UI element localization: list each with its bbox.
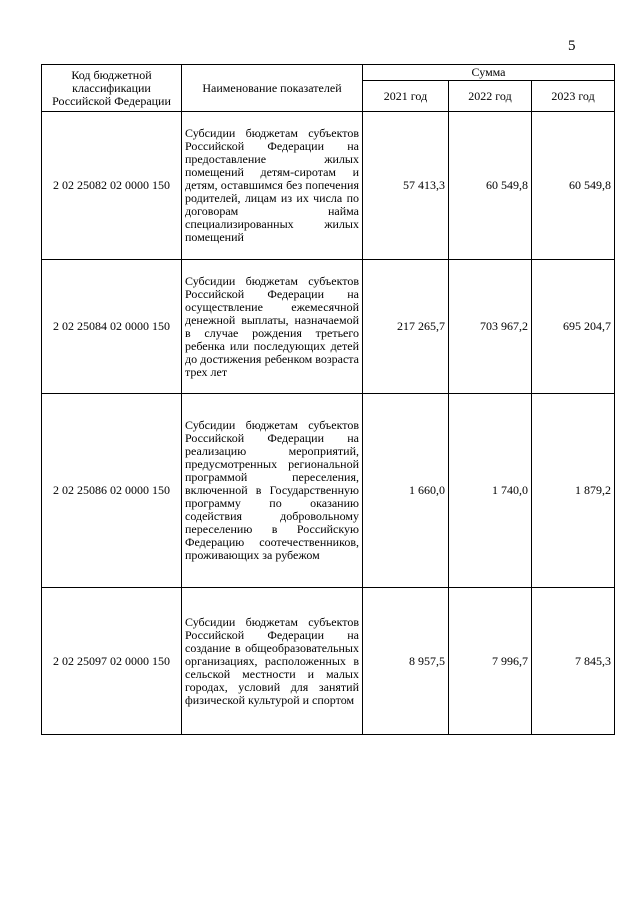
header-sum: Сумма [363,65,615,81]
header-year-2022: 2022 год [449,81,532,112]
table-row [42,588,615,735]
budget-table [41,64,615,735]
row-value-2022: 60 549,8 [449,112,532,260]
row-value-2023: 7 845,3 [532,588,615,735]
header-code: Код бюджетной классификации Российской Федерации [42,65,182,112]
row-value-2023: 60 549,8 [532,112,615,260]
row-code: 2 02 25084 02 0000 150 [42,260,182,394]
row-value-2021: 217 265,7 [363,260,449,394]
row-value-2022: 7 996,7 [449,588,532,735]
row-name: Субсидии бюджетам субъектов Российской Федерации на предоставление жилых помещений детям-сиротам и детям, оставшимся без попечения родителей, лицам из их числа по договорам найма специализированных жилых помещений [182,112,363,260]
row-name: Субсидии бюджетам субъектов Российской Федерации на создание в общеобразовательных организациях, расположенных в сельской местности и малых городах, условий для занятий физической культурой и спортом [182,588,363,735]
row-name: Субсидии бюджетам субъектов Российской Федерации на осуществление ежемесячной денежной выплаты, назначаемой в случае рождения третьего ребенка или последующих детей до достижения ребенком возраста трех лет [182,260,363,394]
row-value-2021: 8 957,5 [363,588,449,735]
row-value-2023: 1 879,2 [532,394,615,588]
table-row [42,394,615,588]
header-name: Наименование показателей [182,65,363,112]
row-value-2023: 695 204,7 [532,260,615,394]
page-number: 5 [568,38,576,54]
row-code: 2 02 25097 02 0000 150 [42,588,182,735]
table-row [42,112,615,260]
row-value-2022: 703 967,2 [449,260,532,394]
row-code: 2 02 25082 02 0000 150 [42,112,182,260]
row-value-2021: 57 413,3 [363,112,449,260]
header-year-2021: 2021 год [363,81,449,112]
table-row [42,260,615,394]
header-year-2023: 2023 год [532,81,615,112]
row-name: Субсидии бюджетам субъектов Российской Федерации на реализацию мероприятий, предусмотренных региональной программой переселения, включенной в Государственную программу по оказанию содействия добровольному переселению в Российскую Федерацию соотечественников, проживающих за рубежом [182,394,363,588]
row-value-2021: 1 660,0 [363,394,449,588]
row-code: 2 02 25086 02 0000 150 [42,394,182,588]
row-value-2022: 1 740,0 [449,394,532,588]
